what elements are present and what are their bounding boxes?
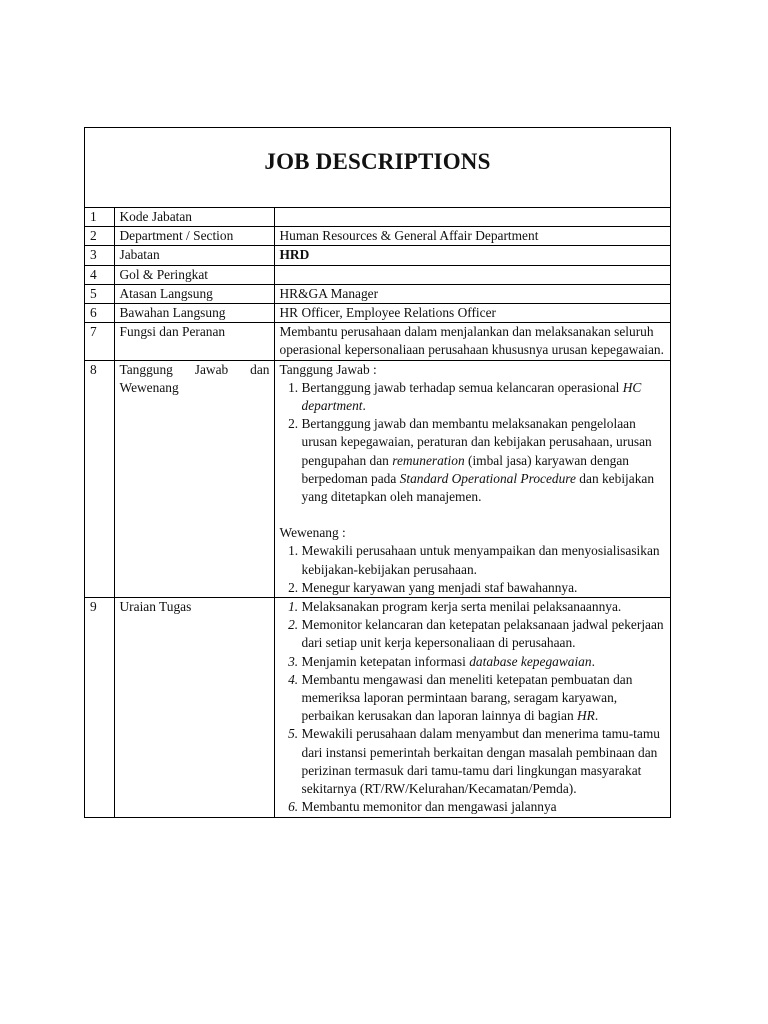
row-value: Membantu perusahaan dalam menjalankan dan melaksanakan seluruh operasional kepersonaliaan perusahaan khususnya urusan kepegawaian. — [274, 323, 670, 360]
row-value — [274, 208, 670, 227]
document-title: JOB DESCRIPTIONS — [264, 149, 491, 174]
list-item: 6. Membantu memonitor dan mengawasi jalannya — [302, 798, 667, 816]
row-label: Uraian Tugas — [114, 598, 274, 817]
list-item: 4. Membantu mengawasi dan meneliti ketepatan pembuatan dan memeriksa laporan permintaan barang, seragam karyawan, perbaikan kerusakan dan laporan lainnya di bagian HR. — [302, 671, 667, 726]
wewenang-list — [280, 542, 667, 597]
list-item: 1. Bertanggung jawab terhadap semua kelancaran operasional HC department. — [302, 379, 667, 415]
title-cell — [85, 128, 670, 208]
responsibility-cell — [274, 360, 670, 597]
row-number: 8 — [85, 360, 114, 597]
row-label: Kode Jabatan — [114, 208, 274, 227]
tanggung-jawab-list — [280, 379, 667, 506]
wewenang-heading: Wewenang : — [279, 525, 346, 541]
duties-cell — [274, 598, 670, 817]
row-label: Jabatan — [114, 246, 274, 265]
row-label: Fungsi dan Peranan — [114, 323, 274, 360]
table-row — [85, 360, 670, 597]
table-row — [85, 208, 670, 227]
row-label: Atasan Langsung — [114, 284, 274, 303]
row-value: HR&GA Manager — [274, 284, 670, 303]
table-row — [85, 265, 670, 284]
row-number: 7 — [85, 323, 114, 360]
row-value: HR Officer, Employee Relations Officer — [274, 304, 670, 323]
uraian-tugas-list — [280, 598, 667, 816]
row-number: 1 — [85, 208, 114, 227]
list-item: 2. Menegur karyawan yang menjadi staf bawahannya. — [302, 579, 667, 597]
list-item: 1. Melaksanakan program kerja serta menilai pelaksanaannya. — [302, 598, 667, 616]
tanggung-jawab-heading: Tanggung Jawab : — [279, 361, 377, 377]
row-label: Tanggung Jawab dan Wewenang — [114, 360, 274, 597]
row-number: 5 — [85, 284, 114, 303]
table-row — [85, 598, 670, 817]
row-label: Department / Section — [114, 227, 274, 246]
list-item: 2. Bertanggung jawab dan membantu melaksanakan pengelolaan urusan kepegawaian, peraturan dan kebijakan perusahaan, urusan pengupahan dan remuneration (imbal jasa) karyawan dengan berpedoman pada Standard Operational Procedure dan kebijakan yang ditetapkan oleh manajemen. — [302, 415, 667, 506]
list-item: 5. Mewakili perusahaan dalam menyambut dan menerima tamu-tamu dari instansi pemerintah berkaitan dengan masalah pembinaan dan perizinan termasuk dari tamu-tamu dari lingkungan masyarakat sekitarnya (RT/RW/Kelurahan/Kecamatan/Pemda). — [302, 725, 667, 798]
row-value: Human Resources & General Affair Department — [274, 227, 670, 246]
table-row — [85, 323, 670, 360]
row-label: Gol & Peringkat — [114, 265, 274, 284]
list-item: 3. Menjamin ketepatan informasi database kepegawaian. — [302, 653, 667, 671]
row-number: 6 — [85, 304, 114, 323]
table-row — [85, 304, 670, 323]
row-value: HRD — [274, 246, 670, 265]
row-value — [274, 265, 670, 284]
row-number: 3 — [85, 246, 114, 265]
list-item: 2. Memonitor kelancaran dan ketepatan pelaksanaan jadwal pekerjaan dari setiap unit kerja kepersonaliaan di perusahaan. — [302, 616, 667, 652]
table-row — [85, 284, 670, 303]
table-row — [85, 227, 670, 246]
job-description-table — [85, 208, 670, 817]
row-label: Bawahan Langsung — [114, 304, 274, 323]
row-number: 4 — [85, 265, 114, 284]
section-spacer — [280, 506, 667, 524]
list-item: 1. Mewakili perusahaan untuk menyampaikan dan menyosialisasikan kebijakan-kebijakan perusahaan. — [302, 542, 667, 578]
table-row — [85, 246, 670, 265]
row-number: 2 — [85, 227, 114, 246]
row-number: 9 — [85, 598, 114, 817]
job-description-document — [84, 127, 671, 818]
